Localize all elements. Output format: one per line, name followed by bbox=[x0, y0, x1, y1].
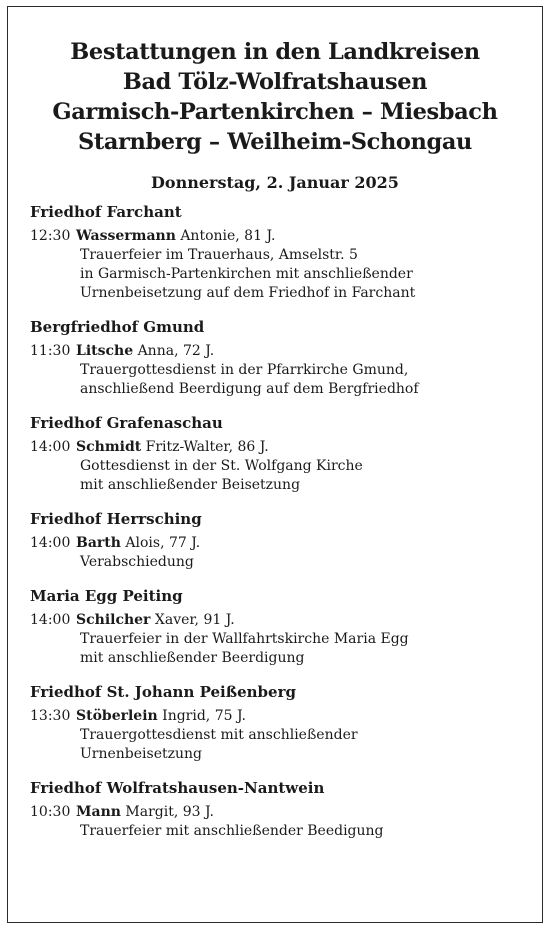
ceremony-detail: Trauerfeier in der Wallfahrtskirche Maria Egg bbox=[80, 631, 409, 647]
cemetery-title: Friedhof Wolfratshausen-Nantwein bbox=[30, 779, 325, 797]
funeral-time: 14:00 bbox=[30, 439, 71, 455]
funeral-time: 14:00 bbox=[30, 535, 71, 551]
cemetery-title: Friedhof Grafenaschau bbox=[30, 414, 223, 432]
cemetery-title: Maria Egg Peiting bbox=[30, 587, 183, 605]
deceased-surname: Barth bbox=[76, 535, 121, 551]
cemetery-title: Friedhof St. Johann Peißenberg bbox=[30, 683, 296, 701]
ceremony-detail: Trauerfeier mit anschließender Beedigung bbox=[80, 823, 384, 839]
cemetery-title: Friedhof Farchant bbox=[30, 203, 182, 221]
cemetery-title: Friedhof Herrsching bbox=[30, 510, 202, 528]
deceased-details: Antonie, 81 J. bbox=[175, 228, 276, 244]
cemetery-section bbox=[30, 202, 540, 303]
deceased-surname: Wassermann bbox=[76, 228, 176, 244]
cemetery-section bbox=[30, 778, 540, 841]
document-header bbox=[8, 37, 542, 193]
deceased-surname: Mann bbox=[76, 804, 121, 820]
deceased-details: Xaver, 91 J. bbox=[150, 612, 235, 628]
ceremony-detail: Gottesdienst in der St. Wolfgang Kirche bbox=[80, 458, 363, 474]
ceremony-detail: anschließend Beerdigung auf dem Bergfriedhof bbox=[80, 381, 419, 397]
funeral-entry bbox=[30, 611, 540, 630]
ceremony-detail: Trauergottesdienst in der Pfarrkirche Gmund, bbox=[80, 362, 409, 378]
funeral-entry bbox=[30, 707, 540, 726]
funeral-time: 11:30 bbox=[30, 343, 71, 359]
funeral-entry bbox=[30, 227, 540, 246]
funeral-entry bbox=[30, 803, 540, 822]
deceased-details: Ingrid, 75 J. bbox=[157, 708, 246, 724]
cemetery-section bbox=[30, 509, 540, 572]
ceremony-detail: Trauergottesdienst mit anschließender bbox=[80, 727, 358, 743]
deceased-details: Anna, 72 J. bbox=[133, 343, 215, 359]
ceremony-detail: mit anschließender Beerdigung bbox=[80, 650, 305, 666]
ceremony-detail: Urnenbeisetzung bbox=[80, 746, 203, 762]
title-line-1: Bestattungen in den Landkreisen bbox=[70, 39, 480, 65]
funeral-time: 14:00 bbox=[30, 612, 71, 628]
funeral-time: 13:30 bbox=[30, 708, 71, 724]
cemetery-title: Bergfriedhof Gmund bbox=[30, 318, 205, 336]
ceremony-detail: Trauerfeier im Trauerhaus, Amselstr. 5 bbox=[80, 247, 358, 263]
deceased-surname: Litsche bbox=[76, 343, 134, 359]
title-line-3: Garmisch-Partenkirchen – Miesbach bbox=[52, 99, 498, 125]
date-line: Donnerstag, 2. Januar 2025 bbox=[151, 173, 399, 192]
ceremony-detail: Verabschiedung bbox=[80, 554, 194, 570]
title-line-2: Bad Tölz-Wolfratshausen bbox=[122, 69, 428, 95]
funeral-time: 10:30 bbox=[30, 804, 71, 820]
funeral-entry bbox=[30, 438, 540, 457]
deceased-surname: Schilcher bbox=[76, 612, 151, 628]
cemetery-section bbox=[30, 413, 540, 495]
funeral-time: 12:30 bbox=[30, 228, 71, 244]
funeral-entry bbox=[30, 342, 540, 361]
cemetery-section bbox=[30, 317, 540, 399]
deceased-details: Margit, 93 J. bbox=[120, 804, 214, 820]
funeral-listing bbox=[30, 202, 540, 855]
ceremony-detail: in Garmisch-Partenkirchen mit anschließender bbox=[80, 266, 413, 282]
cemetery-section bbox=[30, 682, 540, 764]
funeral-entry bbox=[30, 534, 540, 553]
title-line-4: Starnberg – Weilheim-Schongau bbox=[78, 129, 472, 155]
ceremony-detail: mit anschließender Beisetzung bbox=[80, 477, 301, 493]
deceased-details: Fritz-Walter, 86 J. bbox=[141, 439, 269, 455]
deceased-details: Alois, 77 J. bbox=[120, 535, 201, 551]
deceased-surname: Stöberlein bbox=[76, 708, 158, 724]
deceased-surname: Schmidt bbox=[76, 439, 142, 455]
cemetery-section bbox=[30, 586, 540, 668]
ceremony-detail: Urnenbeisetzung auf dem Friedhof in Farchant bbox=[80, 285, 416, 301]
